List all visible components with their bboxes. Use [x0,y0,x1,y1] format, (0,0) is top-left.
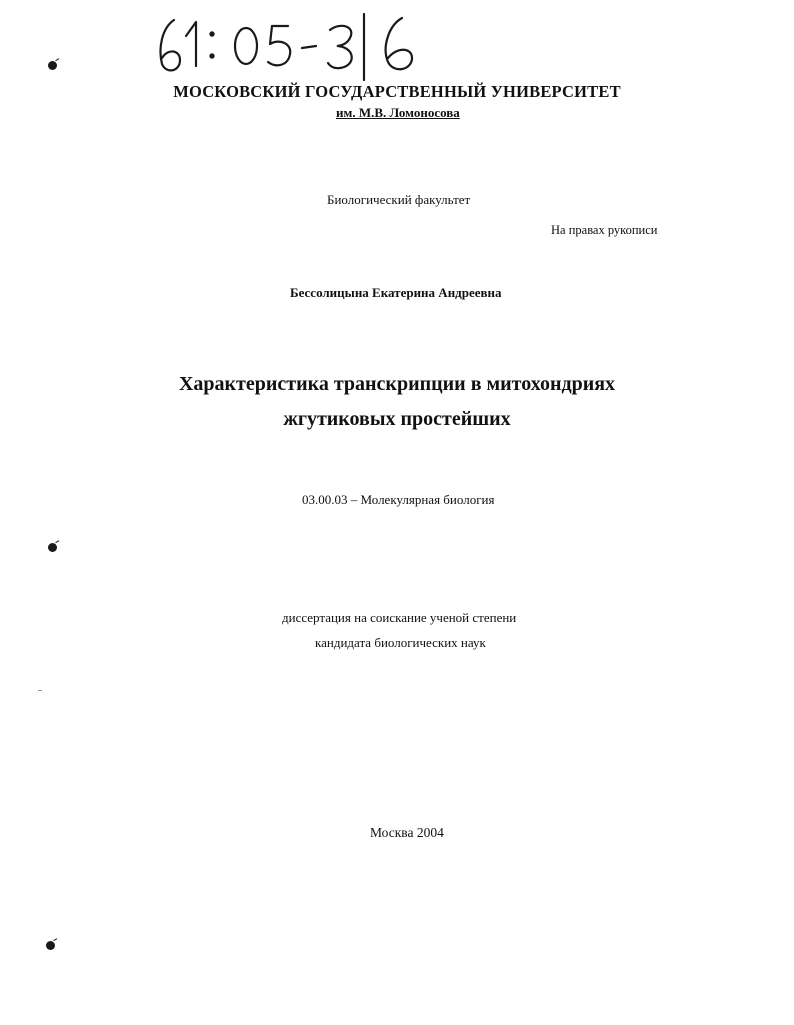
thesis-title-line-1: Характеристика транскрипции в митохондриях [178,373,616,395]
university-name: МОСКОВСКИЙ ГОСУДАРСТВЕННЫЙ УНИВЕРСИТЕТ [173,82,621,101]
city-year: Москва 2004 [370,825,444,840]
dissertation-purpose-line-1: диссертация на соискание ученой степени [282,610,517,625]
punch-hole-mark [48,61,57,70]
specialty-code: 03.00.03 – Молекулярная биология [302,492,495,507]
author-name: Бессолицына Екатерина Андреевна [290,285,502,300]
punch-hole-mark [48,543,57,552]
dissertation-purpose-line-2: кандидата биологических наук [315,635,486,650]
university-named-after: им. М.В. Ломоносова [336,105,460,120]
thesis-title-line-2: жгутиковых простейших [283,408,511,430]
handwritten-archive-code [150,8,470,88]
punch-hole-mark [46,941,55,950]
margin-tick [38,690,42,691]
faculty-name: Биологический факультет [327,192,471,207]
manuscript-rights-note: На правах рукописи [551,223,658,237]
